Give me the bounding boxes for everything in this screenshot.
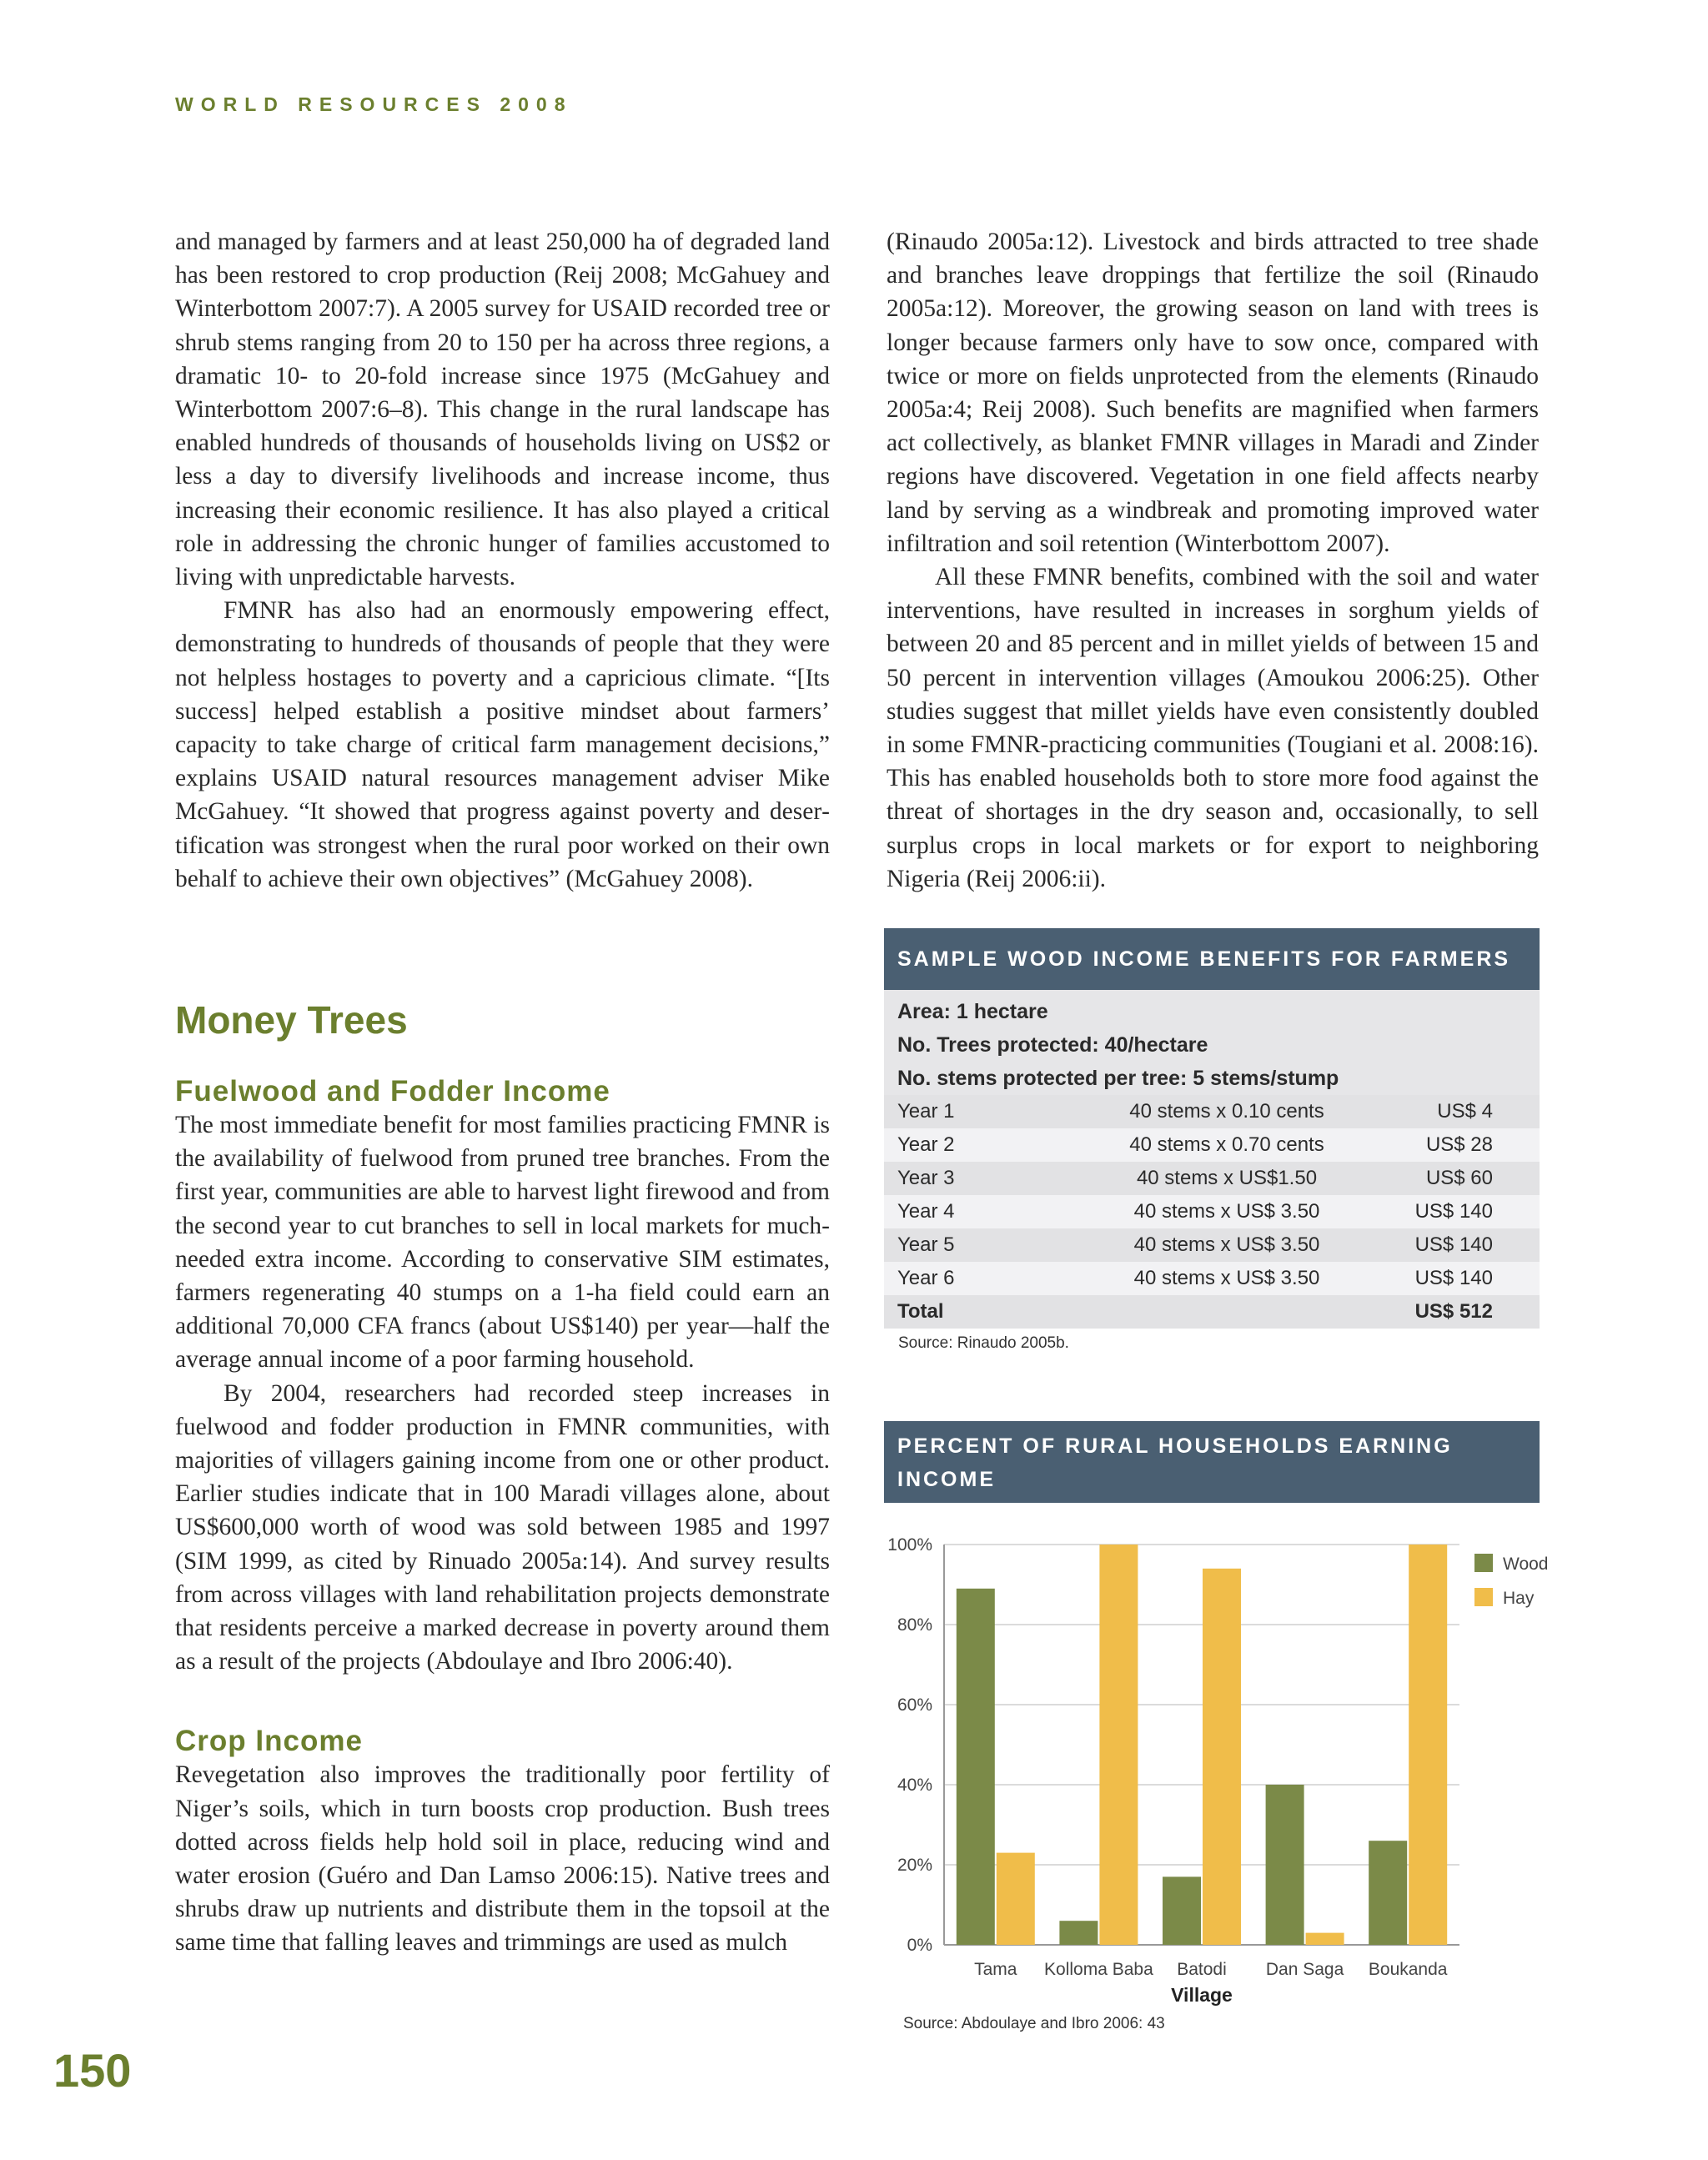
table-cell: Year 1 [897,1100,955,1123]
table-row [884,1095,1540,1128]
x-axis-title: Village [1171,1984,1233,2006]
table-row [884,1262,1540,1295]
table-source: Source: Rinaudo 2005b. [898,1334,1069,1352]
table-row [884,1195,1540,1228]
x-tick-label: Batodi [1177,1960,1227,1979]
y-tick-label: 20% [897,1856,932,1875]
y-tick-label: 60% [897,1695,932,1715]
y-tick-label: 100% [887,1535,932,1555]
subsection-title-crop: Crop Income [175,1725,363,1758]
table-cell: Year 5 [897,1233,955,1256]
table-cell: Year 4 [897,1200,955,1223]
bar-chart [884,1509,1549,2010]
chart-source: Source: Abdoulaye and Ibro 2006: 43 [903,2015,1165,2032]
page-number: 150 [53,2044,132,2097]
money-trees-section [175,997,830,1960]
table-cell: 40 stems x 0.10 cents [1129,1100,1324,1123]
bar-wood [1266,1785,1304,1945]
wood-income-table [884,990,1540,1329]
x-tick-label: Tama [974,1960,1017,1979]
bar-wood [1369,1841,1407,1945]
table-cell: US$ 140 [1414,1233,1493,1256]
bar-wood [1059,1921,1098,1945]
table-info-line: Area: 1 hectare [897,1000,1048,1023]
table-cell: US$ 60 [1425,1167,1493,1189]
table-cell: US$ 140 [1414,1200,1493,1223]
table-cell: Year 3 [897,1167,955,1189]
legend-label: Hay [1503,1589,1535,1608]
table-cell: 40 stems x 0.70 cents [1129,1133,1324,1156]
table-total-label: Total [897,1300,944,1323]
paragraph: Revegetation also improves the traditionally poor fertility of Niger’s soils, which in turn boosts crop production. Bush trees dotted across fields help hold soil in place, reducing wind and water erosion (Guéro and Dan Lamso 2006:15). Native trees and shrubs draw up nutrients and distribute them in the topsoil at the same time that falling leaves and trimmings are used as mulch [175,1761,830,1957]
table-row [884,1228,1540,1262]
chart-title [884,1421,1540,1525]
y-tick-label: 40% [897,1776,932,1795]
legend-label: Wood [1503,1555,1549,1574]
right-column-text [887,225,1539,896]
x-tick-label: Dan Saga [1265,1960,1344,1979]
chart-title-line: FROM WOOD AND HAY IN 2005 [897,1501,1271,1525]
table-cell: US$ 28 [1425,1133,1493,1156]
bar-wood [1163,1876,1201,1945]
table-cell: 40 stems x US$1.50 [1136,1167,1318,1189]
table-info-line: No. stems protected per tree: 5 stems/stump [897,1067,1339,1090]
table-cell: Year 6 [897,1267,955,1289]
y-tick-label: 80% [897,1615,932,1635]
wood-table-title: SAMPLE WOOD INCOME BENEFITS FOR FARMERS [884,928,1540,990]
x-tick-label: Boukanda [1368,1960,1448,1979]
bar-wood [957,1589,995,1945]
paragraph: and managed by farmers and at least 250,000 ha of degraded land has been restored to crop production (Reij 2008; McGahuey and Winterbottom 2007:7). A 2005 survey for USAID recorded tree or shrub stems ranging from 20 to 150 per ha across three regions, a dramatic 10- to 20-fold increase since 1975 (McGahuey and Winterbottom 2007:6–8). This change in the rural landscape has enabled hundreds of thousands of households living on US$2 or less a day to diversify livelihoods and increase income, thus increasing their economic resilience. It has also played a critical role in addressing the chronic hunger of families accustomed to living with unpredictable harvests. [175,229,830,591]
paragraph: All these FMNR benefits, combined with the soil and water interventions, have resulted in increases in sorghum yields of between 20 and 85 percent and in millet yields of between 15 and 50 percent in intervention villages (Amoukou 2006:25). Other studies suggest that millet yields have even consistently doubled in some FMNR-practicing communities (Tougiani et al. 2008:16). This has enabled households both to store more food against the threat of shortages in the dry season and, occasionally, to sell surplus crops in local markets or for export to neighboring Nigeria (Reij 2006:ii). [887,564,1539,892]
legend-swatch-hay [1474,1588,1493,1606]
x-tick-label: Kolloma Baba [1044,1960,1153,1979]
table-cell: US$ 4 [1437,1100,1493,1123]
table-cell: 40 stems x US$ 3.50 [1133,1267,1320,1289]
table-row [884,1128,1540,1162]
table-row [884,1162,1540,1195]
subsection-title-fuelwood: Fuelwood and Fodder Income [175,1075,610,1108]
table-total-value: US$ 512 [1414,1300,1493,1323]
paragraph: The most immediate benefit for most families practicing FMNR is the availability of fuelwood from pruned tree branches. From the first year, communities are able to harvest light firewood and from the second year to cut branches to sell in local markets for much-needed extra income. According to conservative SIM estimates, farmers regenerating 40 stumps on a 1-ha field could earn an additional 70,000 CFA francs (about US$140) per year—half the average annual income of a poor farming household. [175,1112,830,1374]
y-tick-label: 0% [907,1936,932,1955]
running-head: WORLD RESOURCES 2008 [175,93,573,115]
bar-hay [1306,1933,1344,1945]
table-cell: 40 stems x US$ 3.50 [1133,1200,1320,1223]
table-info-line: No. Trees protected: 40/hectare [897,1033,1208,1057]
chart-title-line: PERCENT OF RURAL HOUSEHOLDS EARNING INCOME [897,1434,1453,1491]
left-column-text [175,225,830,896]
bar-hay [1409,1545,1447,1945]
table-cell: Year 2 [897,1133,955,1156]
bar-hay [1099,1545,1138,1945]
table-info [884,990,1540,1095]
table-total-row [884,1295,1540,1329]
table-cell: US$ 140 [1414,1267,1493,1289]
bar-hay [997,1853,1035,1945]
paragraph: FMNR has also had an enormously empowering effect, demonstrating to hundreds of thousands of people that they were not helpless hostages to poverty and a capricious climate. “[Its success] helped establish a positive mindset about farmers’ capacity to take charge of critical farm management decisions,” explains USAID natural resources management adviser Mike McGahuey. “It showed that progress against poverty and desertification was strongest when the rural poor worked on their own behalf to achieve their own objectives” (McGahuey 2008). [175,597,830,892]
legend-swatch-wood [1474,1554,1493,1572]
section-title: Money Trees [175,998,408,1042]
bar-hay [1203,1569,1241,1945]
paragraph: (Rinaudo 2005a:12). Livestock and birds attracted to tree shade and branches leave droppings that fertilize the soil (Rinaudo 2005a:12). Moreover, the growing season on land with trees is longer because farmers only have to sow once, compared with twice or more on fields unprotected from the elements (Rinaudo 2005a:4; Reij 2008). Such benefits are magnified when farmers act collectively, as blanket FMNR villages in Maradi and Zinder regions have discovered. Vegetation in one field affects nearby land by serving as a windbreak and promoting improved water infiltration and soil retention (Winterbottom 2007). [887,229,1539,557]
paragraph: By 2004, researchers had recorded steep increases in fuelwood and fodder production in FMNR communities, with majorities of villagers gaining income from one or other product. Earlier studies indicate that in 100 Maradi villages alone, about US$600,000 worth of wood was sold between 1985 and 1997 (SIM 1999, as cited by Rinuado 2005a:14). And survey results from across villages with land rehabilitation projects demonstrate that residents perceive a marked decrease in poverty around them as a result of the projects (Abdoulaye and Ibro 2006:40). [175,1379,830,1675]
table-cell: 40 stems x US$ 3.50 [1133,1233,1320,1256]
